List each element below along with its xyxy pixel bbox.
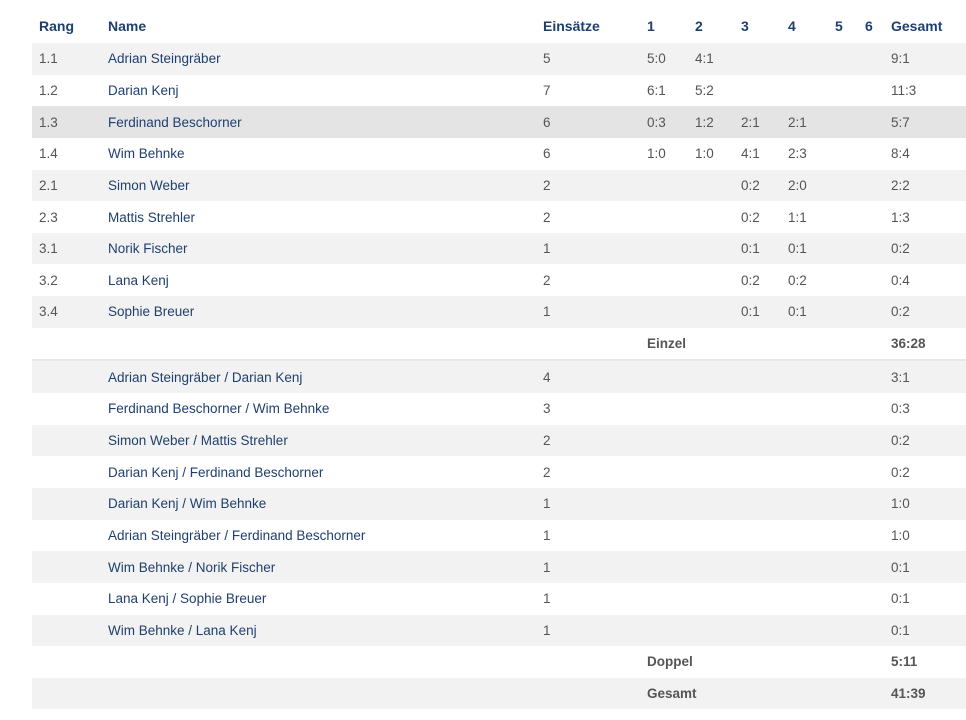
game-4-cell <box>781 43 828 75</box>
doppel-pair-link[interactable]: Adrian Steingräber / Darian Kenj <box>101 360 536 393</box>
game-2-cell: 1:0 <box>688 138 734 170</box>
gesamt-cell: 0:1 <box>884 583 966 615</box>
einzel-row <box>32 43 966 75</box>
einsaetze-cell: 2 <box>536 170 640 202</box>
header-game-6[interactable]: 6 <box>865 18 873 34</box>
gesamt-cell: 2:2 <box>884 170 966 202</box>
game-5-cell <box>828 264 858 296</box>
header-game-2[interactable]: 2 <box>695 18 703 34</box>
game-4-cell: 0:1 <box>781 296 828 328</box>
gesamt-cell: 9:1 <box>884 43 966 75</box>
game-5-cell <box>828 138 858 170</box>
gesamt-cell: 0:2 <box>884 233 966 265</box>
einsaetze-cell: 2 <box>536 264 640 296</box>
player-name-link[interactable]: Adrian Steingräber <box>101 43 536 75</box>
gesamt-total-value: 41:39 <box>884 678 966 710</box>
table-body <box>32 43 966 709</box>
header-game-4[interactable]: 4 <box>788 18 796 34</box>
einsaetze-cell: 2 <box>536 425 640 457</box>
einzel-total-row <box>32 328 966 361</box>
game-6-cell <box>858 233 884 265</box>
doppel-pair-link[interactable]: Wim Behnke / Norik Fischer <box>101 551 536 583</box>
game-5-cell <box>828 43 858 75</box>
gesamt-cell: 3:1 <box>884 360 966 393</box>
doppel-row <box>32 551 966 583</box>
game-4-cell: 0:2 <box>781 264 828 296</box>
einsaetze-cell: 4 <box>536 360 640 393</box>
game-1-cell <box>640 264 688 296</box>
einsaetze-cell: 3 <box>536 393 640 425</box>
doppel-pair-link[interactable]: Adrian Steingräber / Ferdinand Beschorner <box>101 520 536 552</box>
rang-cell: 3.1 <box>32 233 101 265</box>
gesamt-cell: 0:2 <box>884 425 966 457</box>
doppel-pair-link[interactable]: Ferdinand Beschorner / Wim Behnke <box>101 393 536 425</box>
game-3-cell: 2:1 <box>734 106 781 138</box>
einsaetze-cell: 1 <box>536 233 640 265</box>
game-2-cell: 4:1 <box>688 43 734 75</box>
einsaetze-cell: 2 <box>536 201 640 233</box>
player-name-link[interactable]: Sophie Breuer <box>101 296 536 328</box>
einzel-row-hovered <box>32 106 966 138</box>
header-game-3[interactable]: 3 <box>741 18 749 34</box>
doppel-row <box>32 488 966 520</box>
doppel-pair-link[interactable]: Simon Weber / Mattis Strehler <box>101 425 536 457</box>
gesamt-total-row <box>32 678 966 710</box>
doppel-row <box>32 520 966 552</box>
einsaetze-cell: 5 <box>536 43 640 75</box>
doppel-row <box>32 583 966 615</box>
gesamt-cell: 0:4 <box>884 264 966 296</box>
doppel-total-row <box>32 646 966 678</box>
game-1-cell <box>640 201 688 233</box>
player-name-link[interactable]: Simon Weber <box>101 170 536 202</box>
game-3-cell <box>734 43 781 75</box>
game-2-cell: 1:2 <box>688 106 734 138</box>
header-game-1[interactable]: 1 <box>647 18 655 34</box>
gesamt-cell: 0:2 <box>884 296 966 328</box>
einzel-row <box>32 233 966 265</box>
rang-cell: 3.4 <box>32 296 101 328</box>
game-4-cell: 2:3 <box>781 138 828 170</box>
doppel-pair-link[interactable]: Lana Kenj / Sophie Breuer <box>101 583 536 615</box>
gesamt-total-label: Gesamt <box>640 678 884 710</box>
einsaetze-cell: 1 <box>536 488 640 520</box>
gesamt-cell: 1:0 <box>884 488 966 520</box>
einsaetze-cell: 6 <box>536 138 640 170</box>
gesamt-cell: 0:2 <box>884 456 966 488</box>
einsaetze-cell: 1 <box>536 520 640 552</box>
game-1-cell: 6:1 <box>640 75 688 107</box>
doppel-row <box>32 456 966 488</box>
rang-cell: 1.1 <box>32 43 101 75</box>
game-5-cell <box>828 170 858 202</box>
einzel-row <box>32 201 966 233</box>
game-1-cell: 0:3 <box>640 106 688 138</box>
game-5-cell <box>828 106 858 138</box>
game-5-cell <box>828 75 858 107</box>
header-name[interactable]: Name <box>108 18 147 34</box>
player-name-link[interactable]: Norik Fischer <box>101 233 536 265</box>
game-1-cell <box>640 233 688 265</box>
header-gesamt[interactable]: Gesamt <box>891 18 943 34</box>
rang-cell: 3.2 <box>32 264 101 296</box>
gesamt-cell: 1:3 <box>884 201 966 233</box>
game-6-cell <box>858 170 884 202</box>
doppel-row <box>32 425 966 457</box>
gesamt-cell: 11:3 <box>884 75 966 107</box>
einzel-total-label: Einzel <box>640 328 884 361</box>
game-3-cell: 0:2 <box>734 170 781 202</box>
gesamt-cell: 5:7 <box>884 106 966 138</box>
game-3-cell: 4:1 <box>734 138 781 170</box>
game-2-cell <box>688 201 734 233</box>
gesamt-cell: 0:1 <box>884 551 966 583</box>
game-1-cell <box>640 170 688 202</box>
table-header-row <box>32 9 966 43</box>
game-5-cell <box>828 201 858 233</box>
game-6-cell <box>858 75 884 107</box>
rang-cell: 1.3 <box>32 106 101 138</box>
player-name-link[interactable]: Ferdinand Beschorner <box>101 106 536 138</box>
doppel-total-value: 5:11 <box>884 646 966 678</box>
game-3-cell: 0:1 <box>734 296 781 328</box>
einsaetze-cell: 6 <box>536 106 640 138</box>
rang-cell: 1.2 <box>32 75 101 107</box>
gesamt-cell: 8:4 <box>884 138 966 170</box>
rang-cell: 2.3 <box>32 201 101 233</box>
einsaetze-cell: 1 <box>536 551 640 583</box>
game-6-cell <box>858 138 884 170</box>
game-5-cell <box>828 233 858 265</box>
game-1-cell: 1:0 <box>640 138 688 170</box>
header-rang[interactable]: Rang <box>39 18 74 34</box>
game-2-cell <box>688 233 734 265</box>
game-3-cell: 0:1 <box>734 233 781 265</box>
rang-cell: 2.1 <box>32 170 101 202</box>
player-name-link[interactable]: Wim Behnke <box>101 138 536 170</box>
game-3-cell: 0:2 <box>734 201 781 233</box>
einzel-row <box>32 170 966 202</box>
player-name-link[interactable]: Darian Kenj <box>101 75 536 107</box>
doppel-row <box>32 393 966 425</box>
game-3-cell <box>734 75 781 107</box>
game-4-cell: 1:1 <box>781 201 828 233</box>
doppel-row <box>32 360 966 393</box>
game-6-cell <box>858 296 884 328</box>
gesamt-cell: 0:3 <box>884 393 966 425</box>
player-name-link[interactable]: Lana Kenj <box>101 264 536 296</box>
einzel-row <box>32 138 966 170</box>
game-2-cell <box>688 296 734 328</box>
einzel-row <box>32 296 966 328</box>
game-6-cell <box>858 201 884 233</box>
doppel-total-label: Doppel <box>640 646 884 678</box>
einsaetze-cell: 1 <box>536 615 640 647</box>
doppel-pair-link[interactable]: Darian Kenj / Wim Behnke <box>101 488 536 520</box>
game-4-cell: 2:0 <box>781 170 828 202</box>
game-2-cell <box>688 264 734 296</box>
player-stats-table <box>32 9 966 709</box>
einzel-row <box>32 264 966 296</box>
einsaetze-cell: 2 <box>536 456 640 488</box>
gesamt-cell: 1:0 <box>884 520 966 552</box>
game-4-cell <box>781 75 828 107</box>
game-5-cell <box>828 296 858 328</box>
game-3-cell: 0:2 <box>734 264 781 296</box>
player-name-link[interactable]: Mattis Strehler <box>101 201 536 233</box>
game-6-cell <box>858 106 884 138</box>
header-einsaetze[interactable]: Einsätze <box>543 18 600 34</box>
game-1-cell: 5:0 <box>640 43 688 75</box>
game-6-cell <box>858 264 884 296</box>
game-6-cell <box>858 43 884 75</box>
game-2-cell <box>688 170 734 202</box>
doppel-pair-link[interactable]: Wim Behnke / Lana Kenj <box>101 615 536 647</box>
game-4-cell: 0:1 <box>781 233 828 265</box>
game-2-cell: 5:2 <box>688 75 734 107</box>
game-4-cell: 2:1 <box>781 106 828 138</box>
header-game-5[interactable]: 5 <box>835 18 843 34</box>
einsaetze-cell: 7 <box>536 75 640 107</box>
rang-cell: 1.4 <box>32 138 101 170</box>
einsaetze-cell: 1 <box>536 583 640 615</box>
game-1-cell <box>640 296 688 328</box>
gesamt-cell: 0:1 <box>884 615 966 647</box>
doppel-row <box>32 615 966 647</box>
doppel-pair-link[interactable]: Darian Kenj / Ferdinand Beschorner <box>101 456 536 488</box>
einzel-row <box>32 75 966 107</box>
einsaetze-cell: 1 <box>536 296 640 328</box>
einzel-total-value: 36:28 <box>884 328 966 361</box>
